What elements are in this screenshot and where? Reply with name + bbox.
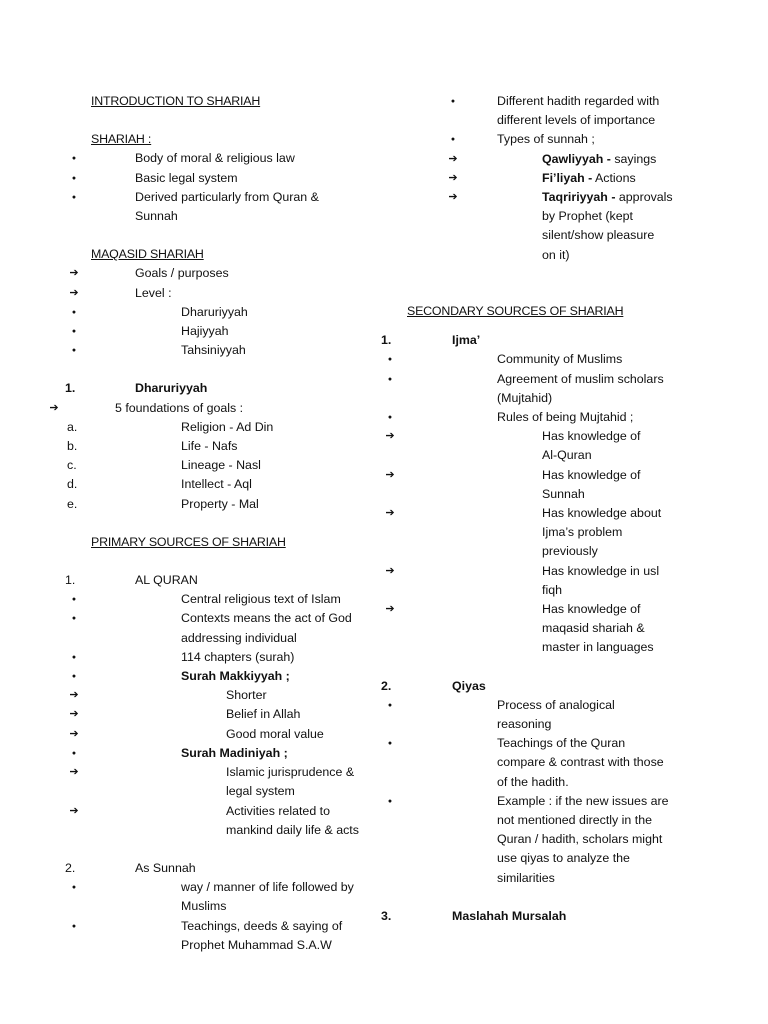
- bullet-icon: [383, 408, 397, 429]
- arrow-right-icon: ➔: [69, 267, 79, 280]
- list-item-continuation: Sunnah: [135, 209, 178, 224]
- list-item: ● Example : if the new issues are: [407, 792, 707, 811]
- arrow-right-icon: ➔: [385, 507, 395, 520]
- arrow-right-icon: ➔: [385, 603, 395, 616]
- arrow-right-icon: ➔: [69, 689, 79, 702]
- list-item-continuation: similarities: [497, 870, 555, 885]
- list-item: ● 114 chapters (surah): [91, 648, 411, 667]
- bullet-icon: [383, 734, 397, 755]
- list-item: ➔ Has knowledge of: [407, 600, 707, 619]
- bullet-icon: [446, 92, 460, 113]
- bullet-icon: [67, 590, 81, 611]
- list-item: ● Rules of being Mujtahid ;: [407, 408, 707, 427]
- maqasid-heading: MAQASID SHARIAH: [91, 247, 204, 262]
- list-item: ● Types of sunnah ;: [470, 130, 700, 149]
- list-item-continuation: (Mujtahid): [497, 390, 553, 405]
- list-item: ➔ Has knowledge about: [407, 504, 707, 523]
- secondary-heading: SECONDARY SOURCES OF SHARIAH: [407, 304, 624, 318]
- right-column: [381, 302, 707, 926]
- bullet-icon: [383, 792, 397, 813]
- list-item: ➔ Islamic jurisprudence &: [91, 763, 411, 782]
- list-item-continuation: Al-Quran: [542, 448, 592, 463]
- dharuriyyah-title: 1. Dharuriyyah: [65, 381, 208, 396]
- list-item: ● Teachings of the Quran: [407, 734, 707, 753]
- list-item: ● Hajiyyah: [91, 322, 411, 341]
- list-item-continuation: of the hadith.: [497, 774, 569, 789]
- list-item: ➔ Has knowledge of: [407, 427, 707, 446]
- list-item: ● Contexts means the act of God: [91, 609, 411, 628]
- list-item-continuation: legal system: [226, 784, 295, 799]
- shariah-heading: SHARIAH :: [91, 132, 152, 147]
- bullet-icon: [446, 130, 460, 151]
- list-item: ➔ Fi’liyah - Actions: [470, 169, 700, 188]
- list-item: ➔ Has knowledge in usl: [407, 562, 707, 581]
- list-item: ● Teachings, deeds & saying of: [91, 917, 411, 936]
- list-item: ➔ Goals / purposes: [91, 264, 411, 283]
- list-item: ➔ Qawliyyah - sayings: [470, 150, 700, 169]
- bullet-icon: [67, 648, 81, 669]
- bullet-icon: [67, 322, 81, 343]
- list-item: ➔ Shorter: [91, 686, 411, 705]
- list-item: ● Central religious text of Islam: [91, 590, 411, 609]
- list-item: c. Lineage - Nasl: [67, 458, 261, 473]
- list-item-continuation: Sunnah: [542, 486, 585, 501]
- arrow-right-icon: ➔: [448, 152, 458, 165]
- list-item-continuation: fiqh: [542, 582, 562, 597]
- arrow-right-icon: ➔: [385, 430, 395, 443]
- list-item-continuation: by Prophet (kept: [542, 209, 633, 224]
- list-item: a. Religion - Ad Din: [67, 419, 274, 434]
- list-item: ➔ 5 foundations of goals :: [91, 399, 411, 418]
- list-item: ➔ Activities related to: [91, 802, 411, 821]
- bullet-icon: [67, 169, 81, 190]
- list-item-continuation: Quran / hadith, scholars might: [497, 832, 663, 847]
- left-column: [49, 92, 411, 955]
- bullet-icon: [67, 878, 81, 899]
- bullet-icon: [67, 341, 81, 362]
- list-item: ● Tahsiniyyah: [91, 341, 411, 360]
- arrow-right-icon: ➔: [49, 401, 59, 414]
- arrow-right-icon: ➔: [69, 727, 79, 740]
- list-item-continuation: reasoning: [497, 717, 552, 732]
- sunnah-title: 2. As Sunnah: [65, 860, 196, 875]
- list-item-continuation: compare & contrast with those: [497, 755, 664, 770]
- bullet-icon: [67, 149, 81, 170]
- list-item-continuation: not mentioned directly in the: [497, 813, 652, 828]
- quran-title: 1. AL QURAN: [65, 573, 198, 588]
- arrow-right-icon: ➔: [448, 171, 458, 184]
- right-column-top: [448, 92, 700, 265]
- list-item: ➔ Good moral value: [91, 725, 411, 744]
- bullet-icon: [67, 667, 81, 688]
- ijma-title: 1. Ijma’: [381, 333, 481, 348]
- list-item-continuation: use qiyas to analyze the: [497, 851, 630, 866]
- maslahah-title: 3. Maslahah Mursalah: [381, 908, 567, 923]
- bullet-icon: [67, 303, 81, 324]
- list-item-continuation: maqasid shariah &: [542, 621, 645, 636]
- list-item: ● Agreement of muslim scholars: [407, 370, 707, 389]
- list-item-continuation: master in languages: [542, 640, 654, 655]
- list-item-continuation: previously: [542, 544, 598, 559]
- list-item: b. Life - Nafs: [67, 439, 238, 454]
- madiniyah-title: ● Surah Madiniyah ;: [91, 744, 411, 763]
- arrow-right-icon: ➔: [385, 468, 395, 481]
- bullet-icon: [67, 609, 81, 630]
- intro-title: INTRODUCTION TO SHARIAH: [91, 94, 261, 108]
- list-item: ● Different hadith regarded with: [470, 92, 700, 111]
- list-item: ● way / manner of life followed by: [91, 878, 411, 897]
- bullet-icon: [383, 350, 397, 371]
- list-item: ● Community of Muslims: [407, 350, 707, 369]
- arrow-right-icon: ➔: [69, 804, 79, 817]
- qiyas-title: 2. Qiyas: [381, 678, 486, 693]
- bullet-icon: [383, 696, 397, 717]
- primary-heading: PRIMARY SOURCES OF SHARIAH: [91, 534, 286, 549]
- arrow-right-icon: ➔: [69, 286, 79, 299]
- list-item: ➔ Belief in Allah: [91, 705, 411, 724]
- list-item: ● Dharuriyyah: [91, 303, 411, 322]
- list-item: ➔ Taqririyyah - approvals: [470, 188, 700, 207]
- list-item-continuation: silent/show pleasure: [542, 228, 655, 243]
- arrow-right-icon: ➔: [69, 708, 79, 721]
- list-item-continuation: addressing individual: [181, 630, 297, 645]
- arrow-right-icon: ➔: [69, 766, 79, 779]
- list-item: d. Intellect - Aql: [67, 477, 252, 492]
- list-item-continuation: Prophet Muhammad S.A.W: [181, 937, 332, 952]
- bullet-icon: [67, 917, 81, 938]
- list-item: e. Property - Mal: [67, 496, 259, 511]
- list-item: ● Process of analogical: [407, 696, 707, 715]
- bullet-icon: [67, 188, 81, 209]
- list-item: ● Body of moral & religious law: [91, 149, 411, 168]
- list-item-continuation: Muslims: [181, 899, 227, 914]
- bullet-icon: [383, 370, 397, 391]
- bullet-icon: [67, 744, 81, 765]
- list-item: ● Derived particularly from Quran &: [91, 188, 411, 207]
- list-item-continuation: different levels of importance: [497, 113, 656, 128]
- list-item-continuation: mankind daily life & acts: [226, 822, 359, 837]
- list-item-continuation: on it): [542, 247, 570, 262]
- list-item-continuation: Ijma’s problem: [542, 525, 623, 540]
- list-item: ➔ Level :: [91, 284, 411, 303]
- arrow-right-icon: ➔: [385, 564, 395, 577]
- list-item: ● Basic legal system: [91, 169, 411, 188]
- list-item: ➔ Has knowledge of: [407, 466, 707, 485]
- makkiyyah-title: ● Surah Makkiyyah ;: [91, 667, 411, 686]
- arrow-right-icon: ➔: [448, 191, 458, 204]
